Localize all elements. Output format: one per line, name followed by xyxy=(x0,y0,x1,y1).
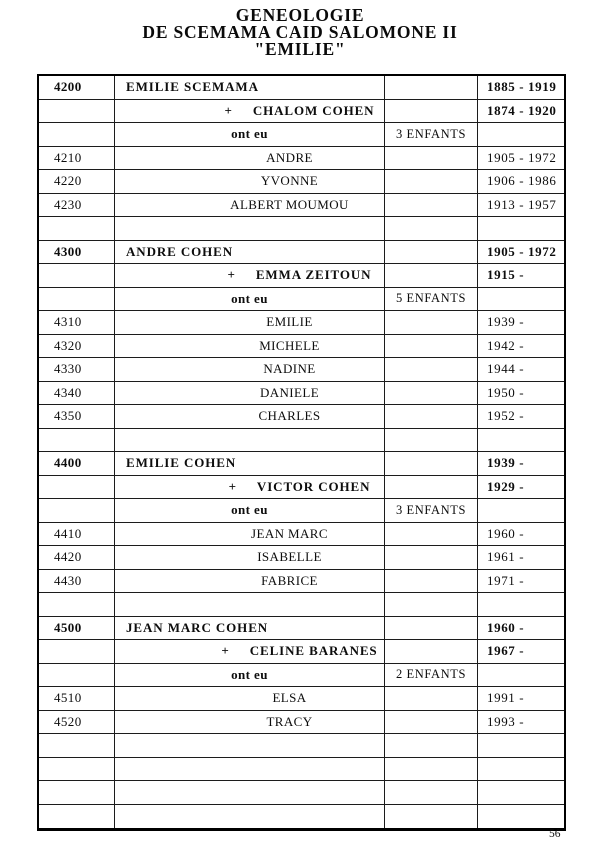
empty-cell xyxy=(385,570,478,594)
spouse-dates: 1929 - xyxy=(478,476,564,500)
person-id: 4340 xyxy=(39,382,115,406)
empty-cell xyxy=(385,264,478,288)
table-row-child xyxy=(39,546,564,570)
table-row-child xyxy=(39,147,564,171)
empty-cell xyxy=(478,664,564,688)
spouse-name xyxy=(115,100,385,124)
empty-cell xyxy=(385,781,478,805)
empty-cell xyxy=(39,217,115,241)
person-id: 4220 xyxy=(39,170,115,194)
table-row-child xyxy=(39,170,564,194)
empty-cell xyxy=(385,523,478,547)
empty-cell xyxy=(478,217,564,241)
table-row-child xyxy=(39,570,564,594)
empty-cell xyxy=(385,76,478,100)
person-id: 4210 xyxy=(39,147,115,171)
person-id: 4420 xyxy=(39,546,115,570)
empty-cell xyxy=(39,664,115,688)
person-dates: 1939 - xyxy=(478,311,564,335)
person-dates: 1885 - 1919 xyxy=(478,76,564,100)
table-row-empty xyxy=(39,805,564,829)
person-name: ANDRE COHEN xyxy=(115,241,385,265)
table-row-child xyxy=(39,711,564,735)
empty-cell xyxy=(39,781,115,805)
person-id: 4320 xyxy=(39,335,115,359)
table-row-head xyxy=(39,76,564,100)
table-row-child xyxy=(39,358,564,382)
person-dates: 1942 - xyxy=(478,335,564,359)
person-name: EMILIE SCEMAMA xyxy=(115,76,385,100)
empty-cell xyxy=(478,499,564,523)
empty-cell xyxy=(385,147,478,171)
empty-cell xyxy=(478,805,564,829)
table-row-spouse xyxy=(39,476,564,500)
table-row-head xyxy=(39,241,564,265)
person-name: YVONNE xyxy=(115,170,385,194)
spouse-name-text: CELINE BARANES xyxy=(249,643,378,659)
spouse-name xyxy=(115,476,385,500)
person-dates: 1905 - 1972 xyxy=(478,147,564,171)
empty-cell xyxy=(385,476,478,500)
empty-cell xyxy=(478,288,564,312)
empty-cell xyxy=(385,593,478,617)
empty-cell xyxy=(385,687,478,711)
plus-sign: + xyxy=(228,478,237,494)
empty-cell xyxy=(385,100,478,124)
empty-cell xyxy=(385,758,478,782)
empty-cell xyxy=(478,758,564,782)
table-row-spouse xyxy=(39,640,564,664)
spouse-name xyxy=(115,640,385,664)
empty-cell xyxy=(385,640,478,664)
empty-cell xyxy=(385,711,478,735)
empty-cell xyxy=(39,499,115,523)
spouse-dates: 1967 - xyxy=(478,640,564,664)
person-dates: 1906 - 1986 xyxy=(478,170,564,194)
spouse-dates: 1915 - xyxy=(478,264,564,288)
empty-cell xyxy=(385,170,478,194)
person-name: DANIELE xyxy=(115,382,385,406)
table-row-child xyxy=(39,311,564,335)
person-dates: 1971 - xyxy=(478,570,564,594)
empty-cell xyxy=(115,805,385,829)
table-row-child xyxy=(39,523,564,547)
ont-eu-label: ont eu xyxy=(115,288,385,312)
person-name: MICHELE xyxy=(115,335,385,359)
person-dates: 1993 - xyxy=(478,711,564,735)
table-row-onteu xyxy=(39,664,564,688)
table-row-onteu xyxy=(39,499,564,523)
person-id: 4510 xyxy=(39,687,115,711)
person-name: NADINE xyxy=(115,358,385,382)
empty-cell xyxy=(39,734,115,758)
table-row-child xyxy=(39,335,564,359)
table-row-empty xyxy=(39,217,564,241)
person-dates: 1952 - xyxy=(478,405,564,429)
empty-cell xyxy=(385,734,478,758)
spouse-name-text: VICTOR COHEN xyxy=(256,478,371,494)
empty-cell xyxy=(478,123,564,147)
spouse-dates: 1874 - 1920 xyxy=(478,100,564,124)
person-dates: 1960 - xyxy=(478,523,564,547)
empty-cell xyxy=(385,617,478,641)
empty-cell xyxy=(39,429,115,453)
empty-cell xyxy=(385,805,478,829)
empty-cell xyxy=(385,217,478,241)
person-name: JEAN MARC xyxy=(115,523,385,547)
table-row-empty xyxy=(39,593,564,617)
empty-cell xyxy=(115,429,385,453)
empty-cell xyxy=(39,593,115,617)
person-name: FABRICE xyxy=(115,570,385,594)
empty-cell xyxy=(385,382,478,406)
genealogy-table xyxy=(37,74,566,831)
person-dates: 1944 - xyxy=(478,358,564,382)
empty-cell xyxy=(39,288,115,312)
person-dates: 1950 - xyxy=(478,382,564,406)
empty-cell xyxy=(385,194,478,218)
page-number: 56 xyxy=(549,828,561,840)
empty-cell xyxy=(385,429,478,453)
enfants-count: 2 ENFANTS xyxy=(385,664,478,688)
empty-cell xyxy=(115,593,385,617)
person-name: ANDRE xyxy=(115,147,385,171)
empty-cell xyxy=(385,452,478,476)
ont-eu-label: ont eu xyxy=(115,123,385,147)
enfants-count: 3 ENFANTS xyxy=(385,499,478,523)
title-line-1: GENEOLOGIE xyxy=(235,5,365,25)
table-row-empty xyxy=(39,781,564,805)
empty-cell xyxy=(39,100,115,124)
enfants-count: 5 ENFANTS xyxy=(385,288,478,312)
empty-cell xyxy=(39,640,115,664)
table-row-spouse xyxy=(39,264,564,288)
person-id: 4520 xyxy=(39,711,115,735)
empty-cell xyxy=(39,758,115,782)
person-dates: 1913 - 1957 xyxy=(478,194,564,218)
person-id: 4230 xyxy=(39,194,115,218)
document-title xyxy=(0,7,600,58)
empty-cell xyxy=(39,476,115,500)
table-row-head xyxy=(39,617,564,641)
empty-cell xyxy=(478,429,564,453)
empty-cell xyxy=(115,217,385,241)
empty-cell xyxy=(385,241,478,265)
person-id: 4310 xyxy=(39,311,115,335)
empty-cell xyxy=(115,781,385,805)
empty-cell xyxy=(115,758,385,782)
person-name: EMILIE xyxy=(115,311,385,335)
table-row-onteu xyxy=(39,288,564,312)
person-id: 4410 xyxy=(39,523,115,547)
person-id: 4200 xyxy=(39,76,115,100)
spouse-name xyxy=(115,264,385,288)
person-dates: 1960 - xyxy=(478,617,564,641)
table-row-child xyxy=(39,687,564,711)
empty-cell xyxy=(39,805,115,829)
person-dates: 1939 - xyxy=(478,452,564,476)
enfants-count: 3 ENFANTS xyxy=(385,123,478,147)
person-dates: 1905 - 1972 xyxy=(478,241,564,265)
table-row-empty xyxy=(39,429,564,453)
empty-cell xyxy=(385,405,478,429)
plus-sign: + xyxy=(224,102,233,118)
ont-eu-label: ont eu xyxy=(115,664,385,688)
person-name: CHARLES xyxy=(115,405,385,429)
person-id: 4330 xyxy=(39,358,115,382)
plus-sign: + xyxy=(227,267,236,283)
person-dates: 1991 - xyxy=(478,687,564,711)
table-row-empty xyxy=(39,758,564,782)
table-row-child xyxy=(39,382,564,406)
table-row-head xyxy=(39,452,564,476)
person-dates: 1961 - xyxy=(478,546,564,570)
person-id: 4350 xyxy=(39,405,115,429)
person-id: 4430 xyxy=(39,570,115,594)
person-id: 4400 xyxy=(39,452,115,476)
person-name: ELSA xyxy=(115,687,385,711)
person-id: 4500 xyxy=(39,617,115,641)
empty-cell xyxy=(478,781,564,805)
table-row-child xyxy=(39,194,564,218)
empty-cell xyxy=(385,358,478,382)
spouse-name-text: CHALOM COHEN xyxy=(252,102,375,118)
person-name: ALBERT MOUMOU xyxy=(115,194,385,218)
empty-cell xyxy=(39,264,115,288)
empty-cell xyxy=(478,734,564,758)
person-name: EMILIE COHEN xyxy=(115,452,385,476)
empty-cell xyxy=(385,335,478,359)
plus-sign: + xyxy=(221,643,230,659)
person-name: TRACY xyxy=(115,711,385,735)
empty-cell xyxy=(478,593,564,617)
person-id: 4300 xyxy=(39,241,115,265)
title-line-2: DE SCEMAMA CAID SALOMONE II xyxy=(142,22,458,42)
table-row-onteu xyxy=(39,123,564,147)
table-row-empty xyxy=(39,734,564,758)
empty-cell xyxy=(39,123,115,147)
person-name: ISABELLE xyxy=(115,546,385,570)
empty-cell xyxy=(115,734,385,758)
empty-cell xyxy=(385,546,478,570)
empty-cell xyxy=(385,311,478,335)
table-row-spouse xyxy=(39,100,564,124)
table-row-child xyxy=(39,405,564,429)
spouse-name-text: EMMA ZEITOUN xyxy=(255,267,372,283)
ont-eu-label: ont eu xyxy=(115,499,385,523)
person-name: JEAN MARC COHEN xyxy=(115,617,385,641)
title-line-3: "EMILIE" xyxy=(254,39,346,59)
